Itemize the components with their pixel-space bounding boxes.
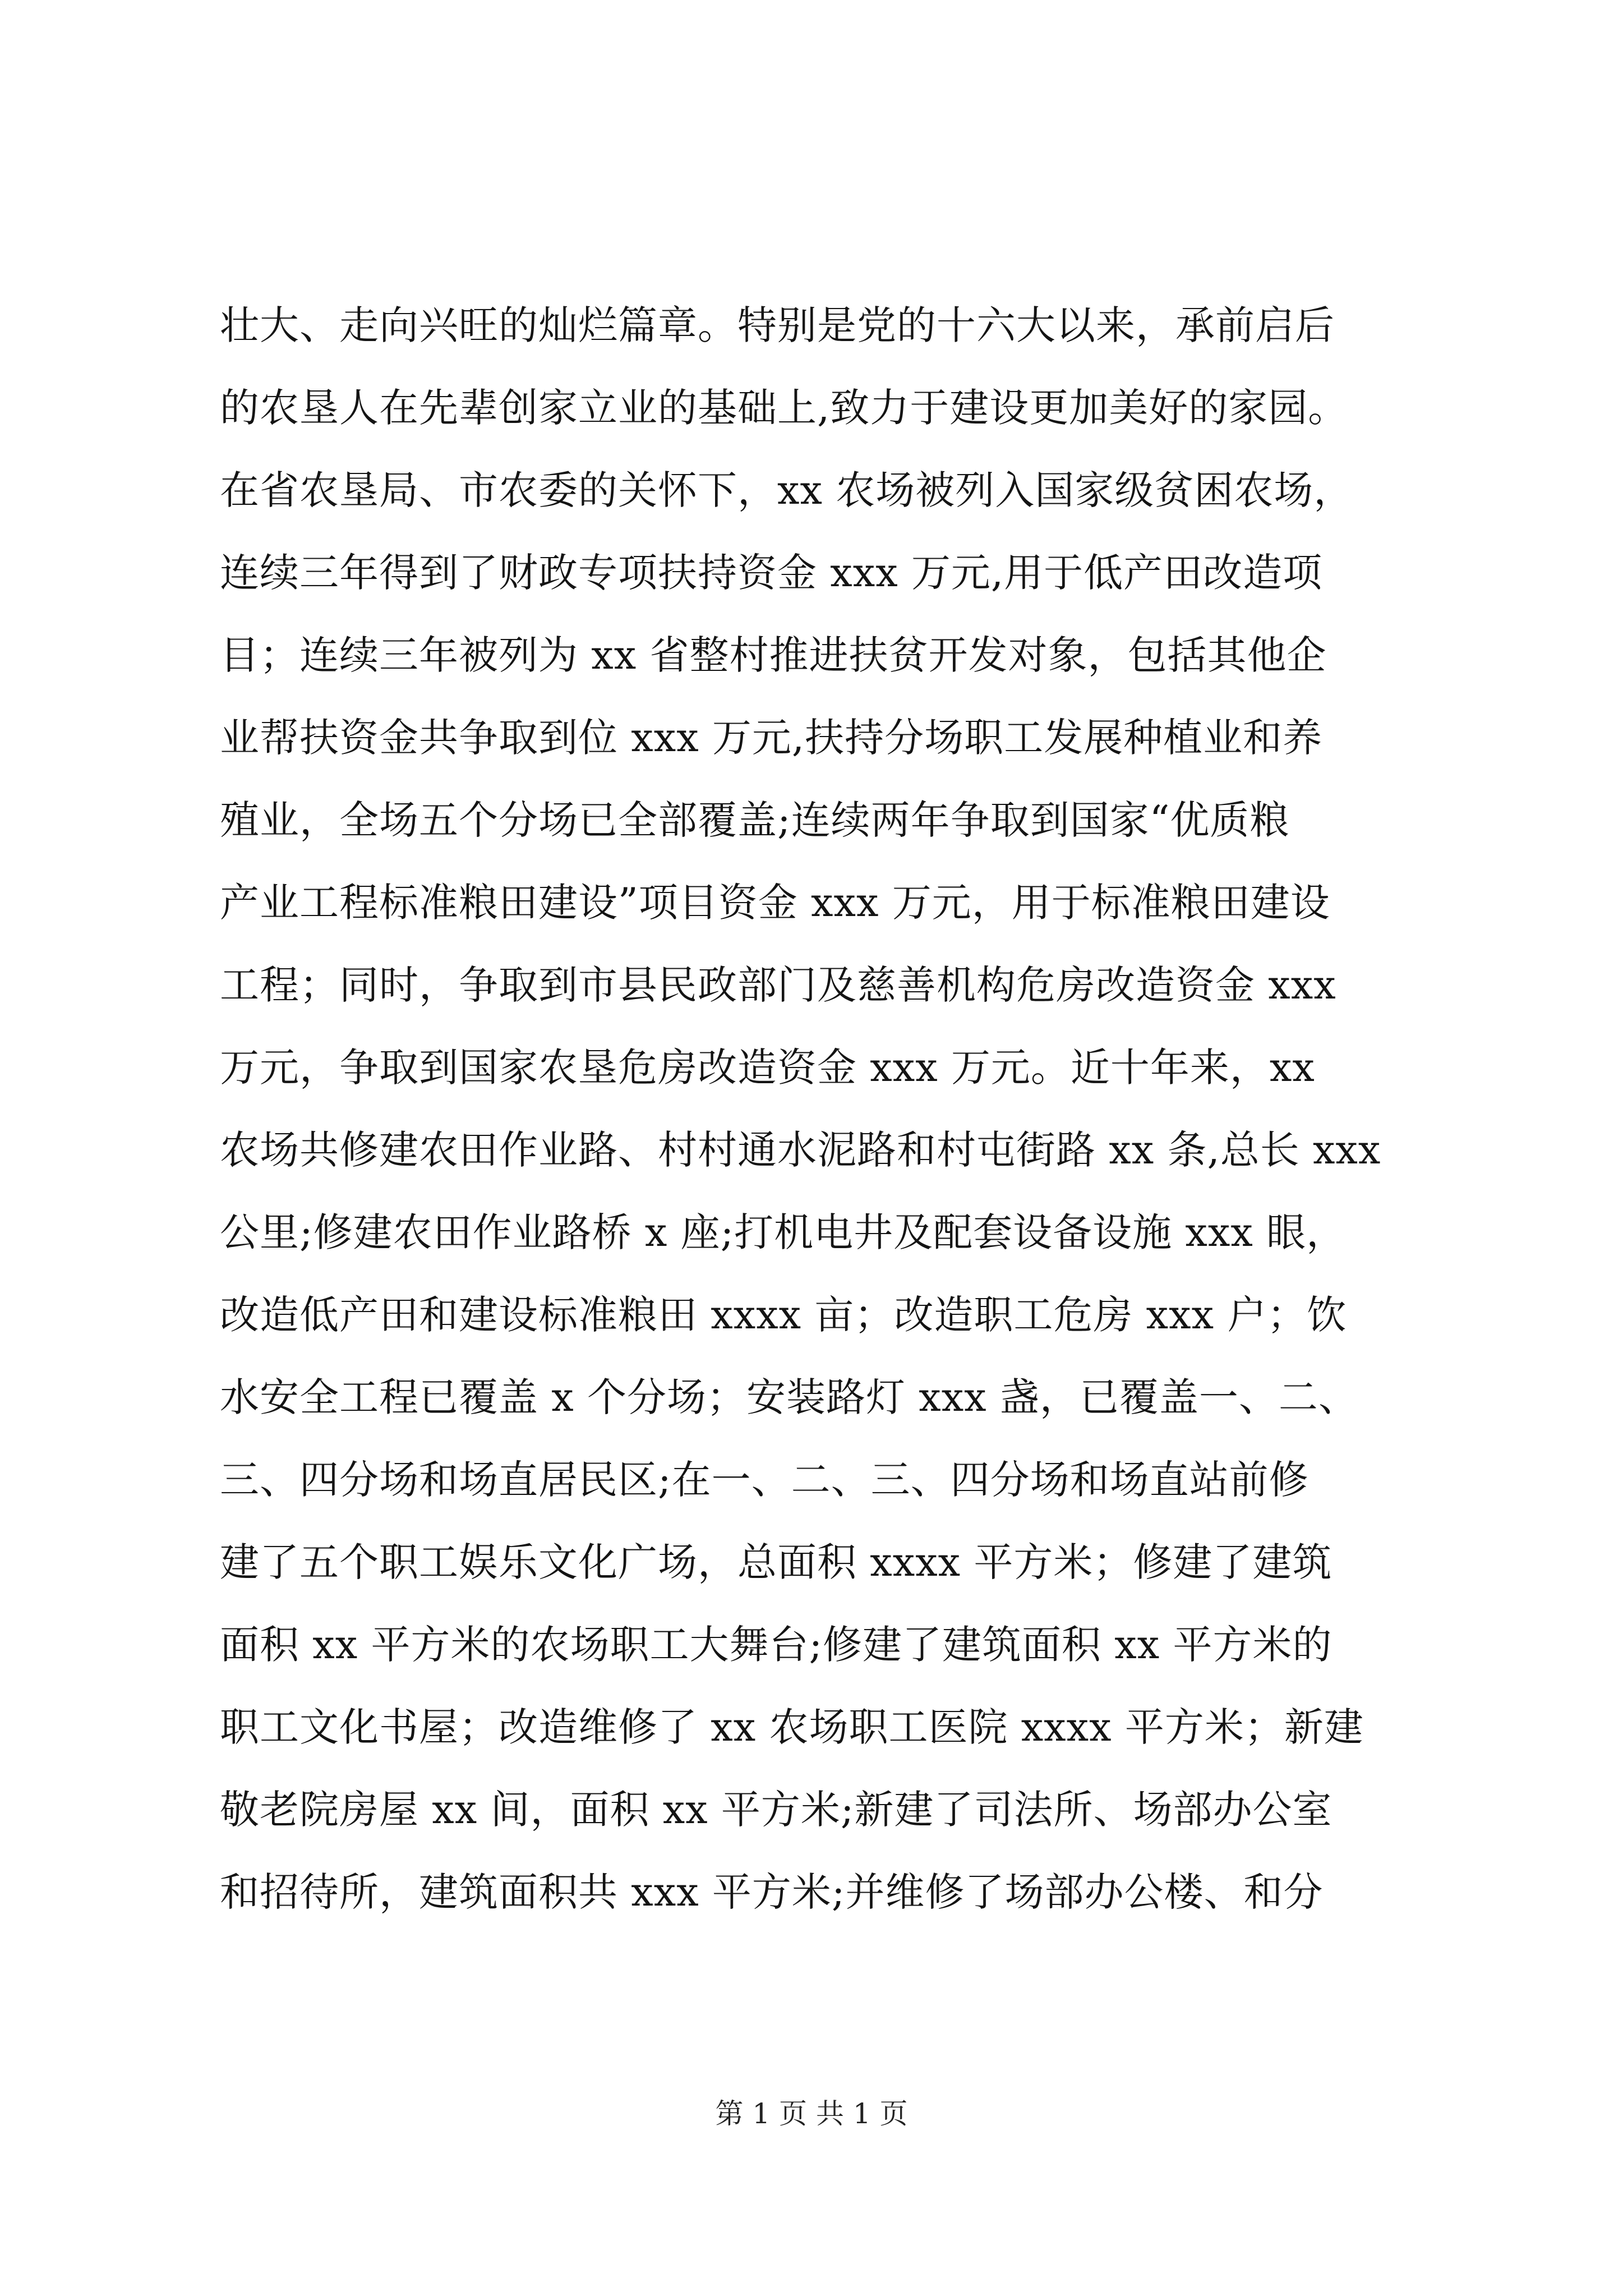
text-line: 水安全工程已覆盖 x 个分场；安装路灯 xxx 盏，已覆盖一、二、 (220, 1374, 1358, 1420)
text-line: 的农垦人在先辈创家立业的基础上,致力于建设更加美好的家园。 (220, 385, 1348, 431)
text-line: 公里;修建农田作业路桥 x 座;打机电井及配套设备设施 xxx 眼， (220, 1209, 1347, 1255)
text-line: 三、四分场和场直居民区;在一、二、三、四分场和场直站前修 (220, 1457, 1309, 1503)
text-line: 目；连续三年被列为 xx 省整村推进扶贫开发对象，包括其他企 (220, 632, 1327, 678)
text-line: 和招待所，建筑面积共 xxx 平方米;并维修了场部办公楼、和分 (220, 1869, 1324, 1915)
text-line: 改造低产田和建设标准粮田 xxxx 亩；改造职工危房 xxx 户；饮 (220, 1292, 1347, 1338)
text-line: 殖业，全场五个分场已全部覆盖;连续两年争取到国家“优质粮 (220, 797, 1290, 843)
text-line: 万元，争取到国家农垦危房改造资金 xxx 万元。近十年来，xx (220, 1045, 1315, 1091)
text-line: 敬老院房屋 xx 间，面积 xx 平方米;新建了司法所、场部办公室 (220, 1787, 1332, 1833)
text-line: 连续三年得到了财政专项扶持资金 xxx 万元,用于低产田改造项 (220, 550, 1323, 596)
text-line: 职工文化书屋；改造维修了 xx 农场职工医院 xxxx 平方米；新建 (220, 1704, 1364, 1750)
text-line: 面积 xx 平方米的农场职工大舞台;修建了建筑面积 xx 平方米的 (220, 1622, 1332, 1668)
page-footer: 第 1 页 共 1 页 (715, 2097, 908, 2130)
text-line: 建了五个职工娱乐文化广场，总面积 xxxx 平方米；修建了建筑 (220, 1539, 1332, 1585)
text-line: 业帮扶资金共争取到位 xxx 万元,扶持分场职工发展种植业和养 (220, 715, 1323, 761)
text-line: 壮大、走向兴旺的灿烂篇章。特别是党的十六大以来，承前启后 (220, 302, 1335, 348)
text-line: 农场共修建农田作业路、村村通水泥路和村屯街路 xx 条,总长 xxx (220, 1127, 1381, 1173)
text-line: 产业工程标准粮田建设”项目资金 xxx 万元，用于标准粮田建设 (220, 880, 1330, 926)
text-line: 工程；同时，争取到市县民政部门及慈善机构危房改造资金 xxx (220, 962, 1336, 1008)
text-line: 在省农垦局、市农委的关怀下，xx 农场被列入国家级贫困农场， (220, 467, 1354, 513)
